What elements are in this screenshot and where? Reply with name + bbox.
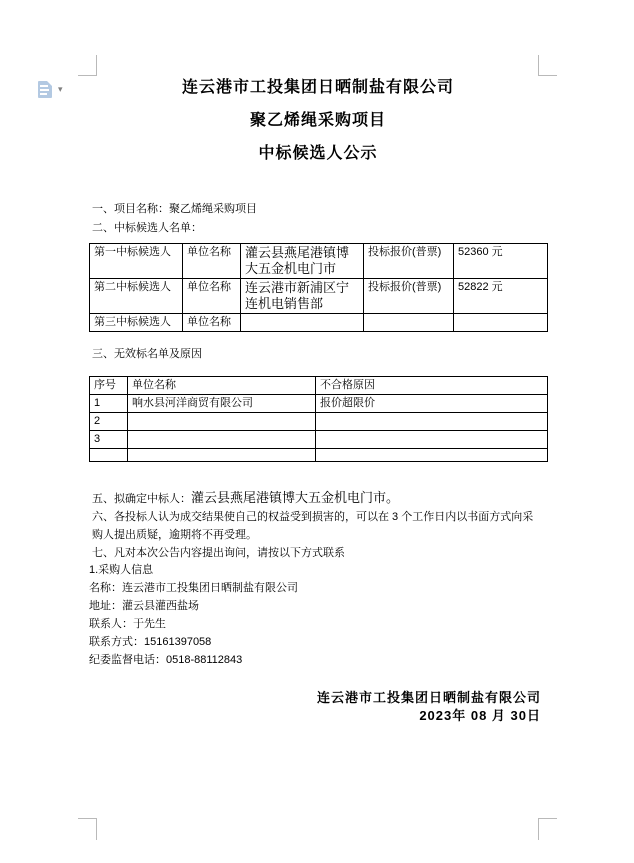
signature-company: 连云港市工投集团日晒制盐有限公司: [316, 690, 541, 705]
candidate-company: 连云港市新浦区宁连机电销售部: [241, 279, 364, 314]
project-title: 聚乙烯绳采购项目: [249, 112, 386, 129]
candidate-rank: 第三中标候选人: [90, 314, 183, 332]
candidates-table: [89, 243, 548, 332]
invalid-reason: [316, 431, 548, 449]
candidate-rank: 第一中标候选人: [90, 244, 183, 279]
price-value: 52360 元: [454, 244, 548, 279]
section-contact-intro: 七、凡对本次公告内容提出询问，请按以下方式联系: [92, 547, 345, 559]
table-row: [90, 244, 548, 279]
contact-name: 名称：连云港市工投集团日晒制盐有限公司: [89, 582, 298, 594]
row-no: 1: [90, 395, 128, 413]
signature-block: [89, 689, 541, 725]
column-header-reason: 不合格原因: [316, 377, 548, 395]
table-row: [90, 279, 548, 314]
section-candidate-list-label: 二、中标候选人名单：: [92, 222, 202, 234]
table-row: [90, 413, 548, 431]
purchaser-contact-block: [89, 561, 541, 669]
invalid-bids-table: [89, 376, 548, 462]
candidate-company: 灌云县燕尾港镇博大五金机电门市: [241, 244, 364, 279]
candidate-rank: 第二中标候选人: [90, 279, 183, 314]
winner-prefix: 五、拟确定中标人：: [92, 493, 191, 505]
column-header-no: 序号: [90, 377, 128, 395]
column-header-company: 单位名称: [128, 377, 316, 395]
winner-company: 灌云县燕尾港镇博大五金机电门市。: [191, 490, 400, 505]
unit-name-label: 单位名称: [183, 279, 241, 314]
row-no: 3: [90, 431, 128, 449]
invalid-company: [128, 413, 316, 431]
invalid-company: 响水县河洋商贸有限公司: [128, 395, 316, 413]
contact-phone: 联系方式：15161397058: [89, 636, 212, 648]
table-row: [90, 449, 548, 462]
contact-person: 联系人：于先生: [89, 618, 166, 630]
margin-crop-mark-top-right: [538, 55, 557, 76]
section-invalid-bids-label: 三、无效标名单及原因: [92, 348, 202, 360]
invalid-company: [128, 449, 316, 462]
contact-address: 地址：灌云县灌西盐场: [89, 600, 199, 612]
margin-crop-mark-bottom-left: [78, 818, 97, 840]
price-label: 投标报价(普票): [364, 244, 454, 279]
price-label: 投标报价(普票): [364, 279, 454, 314]
supervision-phone: 纪委监督电话：0518-88112843: [89, 654, 243, 666]
price-label: [364, 314, 454, 332]
signature-date: 2023年 08 月 30日: [419, 708, 541, 723]
announcement-title: 中标候选人公示: [258, 145, 378, 162]
unit-name-label: 单位名称: [183, 244, 241, 279]
table-row: [90, 314, 548, 332]
invalid-reason: 报价超限价: [316, 395, 548, 413]
row-no: 2: [90, 413, 128, 431]
paste-options-button[interactable]: [36, 80, 68, 100]
document-titles: [89, 78, 547, 177]
company-title: 连云港市工投集团日晒制盐有限公司: [181, 79, 454, 96]
section-objection-terms: 六、各投标人认为成交结果使自己的权益受到损害的，可以在 3 个工作日内以书面方式向采购人提出质疑，逾期将不再受理。: [92, 511, 534, 541]
table-row: [90, 431, 548, 449]
table-row: [90, 395, 548, 413]
candidate-company: [241, 314, 364, 332]
row-no: [90, 449, 128, 462]
section-winner: [92, 489, 544, 508]
invalid-company: [128, 431, 316, 449]
invalid-reason: [316, 449, 548, 462]
invalid-reason: [316, 413, 548, 431]
unit-name-label: 单位名称: [183, 314, 241, 332]
table-header-row: [90, 377, 548, 395]
sections-5-7: [92, 489, 544, 562]
contact-heading: 1.采购人信息: [89, 564, 154, 576]
section-project-name: 一、项目名称：聚乙烯绳采购项目: [92, 203, 257, 215]
margin-crop-mark-top-left: [78, 55, 97, 76]
price-value: 52822 元: [454, 279, 548, 314]
paste-options-icon[interactable]: [38, 81, 52, 98]
price-value: [454, 314, 548, 332]
margin-crop-mark-bottom-right: [538, 818, 557, 840]
chevron-down-icon[interactable]: ▾: [58, 84, 63, 94]
